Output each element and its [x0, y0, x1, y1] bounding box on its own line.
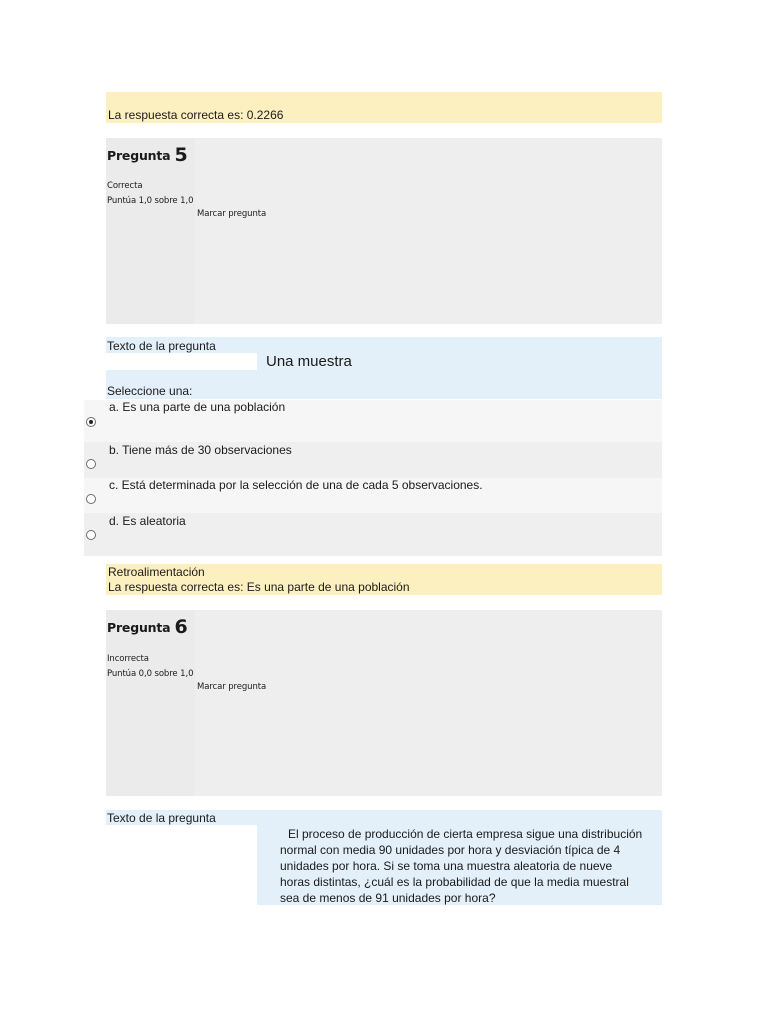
question-5-feedback [106, 564, 662, 595]
flag-question-link[interactable]: Marcar pregunta [197, 682, 267, 692]
question-5-heading [107, 143, 188, 165]
question-number: 6 [174, 616, 188, 638]
feedback-title: Retroalimentación [108, 565, 205, 579]
question-6-content [106, 810, 662, 905]
option-label: c. Está determinada por la selección de una de cada 5 observaciones. [109, 478, 483, 492]
question-5-info [106, 138, 662, 324]
question-grade: Puntúa 0,0 sobre 1,0 [107, 669, 194, 679]
prompt-line: unidades por hora. Si se toma una muestra aleatoria de nueve [280, 859, 613, 873]
prompt-line: normal con media 90 unidades por hora y desviación típica de 4 [280, 843, 621, 857]
select-one-label: Seleccione una: [107, 384, 193, 398]
prompt-line: horas distintas, ¿cuál es la probabilidad de que la media muestral [280, 875, 629, 889]
prompt-line: El proceso de producción de cierta empresa sigue una distribución [288, 827, 643, 841]
answer-option-b[interactable] [84, 442, 662, 478]
answer-option-d[interactable] [84, 513, 662, 556]
option-label: a. Es una parte de una población [109, 400, 286, 414]
question-6-info [106, 610, 662, 796]
option-b-radio[interactable] [86, 459, 96, 469]
correct-answer-text: La respuesta correcta es: 0.2266 [108, 108, 284, 122]
option-a-radio[interactable] [86, 417, 96, 427]
option-label: d. Es aleatoria [109, 514, 186, 528]
question-prompt: Una muestra [266, 353, 352, 370]
option-d-radio[interactable] [86, 530, 96, 540]
question-6-heading [107, 615, 188, 637]
feedback-answer: La respuesta correcta es: Es una parte de una población [108, 580, 410, 594]
question-5-content [106, 337, 662, 399]
question-text-label: Texto de la pregunta [107, 339, 216, 353]
prompt-line: sea de menos de 91 unidades por hora? [280, 891, 496, 905]
option-c-radio[interactable] [86, 494, 96, 504]
answer-option-a[interactable] [84, 400, 662, 442]
question-number: 5 [174, 144, 188, 166]
answer-option-c[interactable] [84, 478, 662, 513]
question-text-label: Texto de la pregunta [107, 811, 216, 825]
question-state: Incorrecta [107, 654, 149, 664]
option-label: b. Tiene más de 30 observaciones [109, 443, 292, 457]
question-label: Pregunta [107, 620, 171, 635]
question-6-prompt [280, 826, 660, 906]
flag-question-link[interactable]: Marcar pregunta [197, 209, 267, 219]
question-grade: Puntúa 1,0 sobre 1,0 [107, 196, 194, 206]
question-label: Pregunta [107, 148, 171, 163]
question-state: Correcta [107, 181, 143, 191]
previous-question-feedback [106, 92, 662, 123]
